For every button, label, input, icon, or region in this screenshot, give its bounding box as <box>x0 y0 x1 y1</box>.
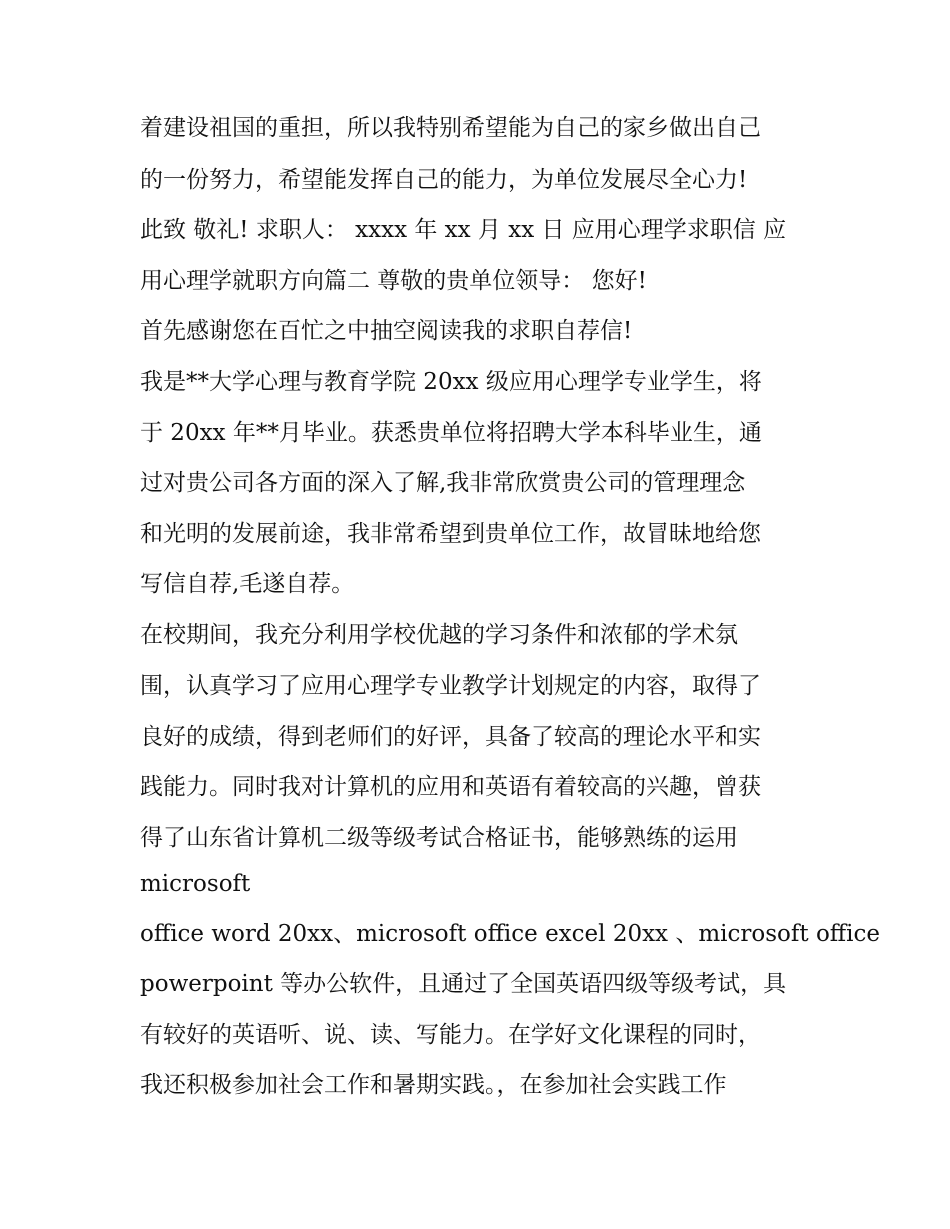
text-line: 在校期间，我充分利用学校优越的学习条件和浓郁的学术氛 <box>140 622 738 648</box>
text-line: 和光明的发展前途，我非常希望到贵单位工作，故冒昧地给您 <box>140 521 761 547</box>
text-line: 首先感谢您在百忙之中抽空阅读我的求职自荐信! <box>140 318 633 344</box>
text-line: 过对贵公司各方面的深入了解,我非常欣赏贵公司的管理理念 <box>140 470 746 496</box>
text-line: microsoft <box>140 871 251 897</box>
text-line: 着建设祖国的重担，所以我特别希望能为自己的家乡做出自己 <box>140 115 761 141</box>
text-line: 良好的成绩，得到老师们的好评，具备了较高的理论水平和实 <box>140 724 761 750</box>
text-line: 践能力。同时我对计算机的应用和英语有着较高的兴趣，曾获 <box>140 774 761 800</box>
text-line: 围，认真学习了应用心理学专业教学计划规定的内容，取得了 <box>140 673 761 699</box>
text-line: 此致 敬礼! 求职人： xxxx 年 xx 月 xx 日 应用心理学求职信 应 <box>140 217 787 243</box>
text-line: 得了山东省计算机二级等级考试合格证书，能够熟练的运用 <box>140 825 738 851</box>
text-line: 我还积极参加社会工作和暑期实践。，在参加社会实践工作 <box>140 1072 727 1098</box>
text-line: 于 20xx 年**月毕业。获悉贵单位将招聘大学本科毕业生，通 <box>140 420 762 446</box>
text-line: 写信自荐,毛遂自荐。 <box>140 571 355 597</box>
text-line: 有较好的英语听、说、读、写能力。在学好文化课程的同时， <box>140 1022 761 1048</box>
text-line: 用心理学就职方向篇二 尊敬的贵单位领导： 您好! <box>140 268 647 294</box>
text-line: 的一份努力，希望能发挥自己的能力，为单位发展尽全心力! <box>140 167 748 193</box>
text-line: powerpoint 等办公软件，且通过了全国英语四级等级考试，具 <box>140 971 787 997</box>
text-line: 我是**大学心理与教育学院 20xx 级应用心理学专业学生，将 <box>140 369 762 395</box>
text-line: office word 20xx、microsoft office excel 20xx 、microsoft office <box>140 921 880 947</box>
